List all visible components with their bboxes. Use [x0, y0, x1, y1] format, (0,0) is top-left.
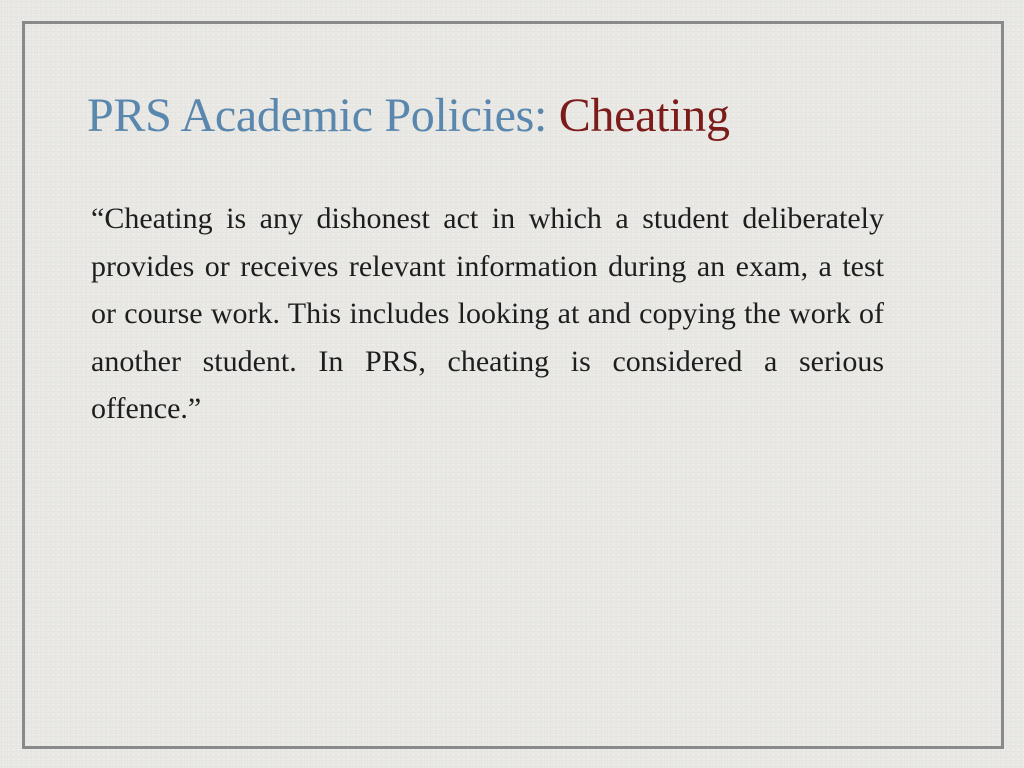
policy-quote: “Cheating is any dishonest act in which a student deliberately provides or receives relevant information during an exam, a test or course work. This includes looking at and copying the work of another student. In PRS, cheating is considered a serious offence.”	[91, 202, 884, 425]
title-lead: PRS Academic Policies:	[87, 89, 559, 142]
slide-title	[87, 86, 730, 146]
title-accent: Cheating	[558, 89, 730, 142]
